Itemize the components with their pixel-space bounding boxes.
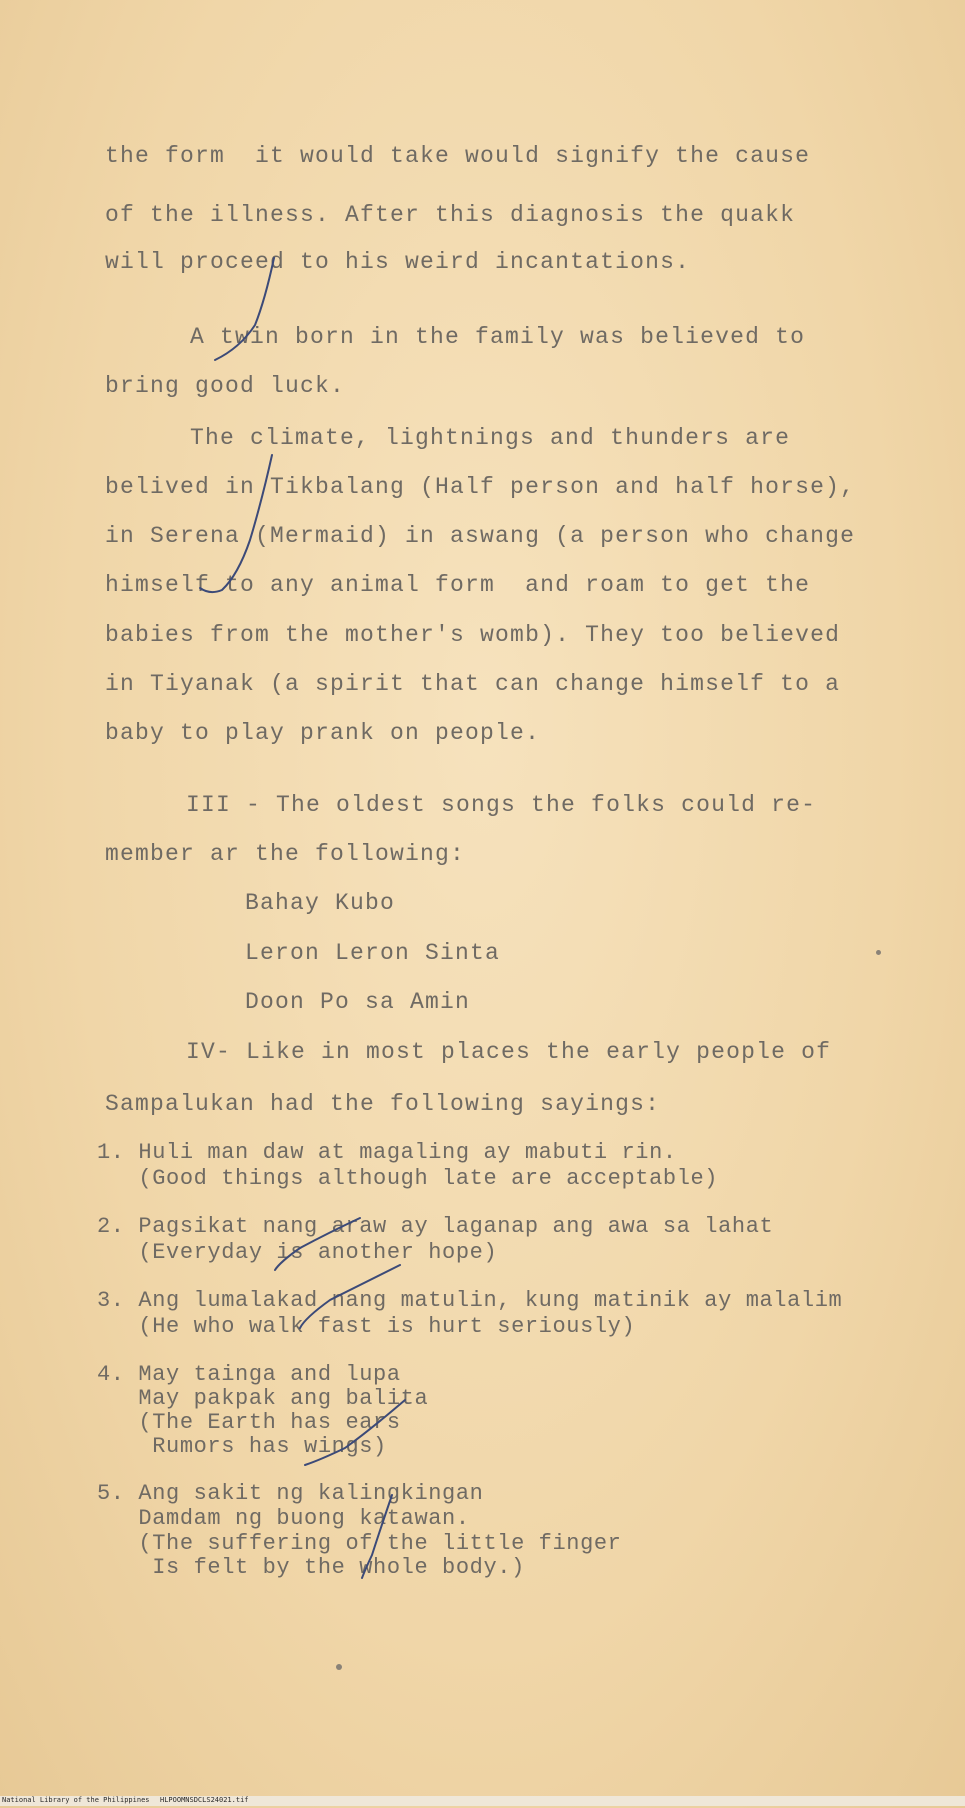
song-title: Leron Leron Sinta <box>245 940 501 966</box>
saying-line: 4. May tainga and lupa <box>97 1362 401 1387</box>
saying-line: Rumors has wings) <box>97 1434 387 1459</box>
saying-line: (Everyday is another hope) <box>97 1240 498 1265</box>
saying-line: (The Earth has ears <box>97 1410 401 1435</box>
saying-line: Damdam ng buong katawan. <box>97 1506 470 1531</box>
text-line: Sampalukan had the following sayings: <box>105 1091 661 1117</box>
ink-spot <box>336 1664 342 1670</box>
text-line: will proceed to his weird incantations. <box>105 249 691 275</box>
text-line: The climate, lightnings and thunders are <box>190 425 791 451</box>
ink-spot <box>876 950 881 955</box>
text-line: of the illness. After this diagnosis the quakk <box>105 202 796 228</box>
song-title: Bahay Kubo <box>245 890 396 916</box>
text-line: himself to any animal form and roam to get the <box>105 572 811 598</box>
file-id: HLPOOMNSDCLS24021.tif <box>160 1796 249 1804</box>
saying-line: 2. Pagsikat nang araw ay laganap ang awa sa lahat <box>97 1214 774 1239</box>
text-line: in Tiyanak (a spirit that can change himself to a <box>105 671 841 697</box>
section-heading: III - The oldest songs the folks could re- <box>186 792 817 818</box>
saying-line: Is felt by the whole body.) <box>97 1555 525 1580</box>
song-title: Doon Po sa Amin <box>245 989 471 1015</box>
section-heading: IV- Like in most places the early people of <box>186 1039 832 1065</box>
text-line: baby to play prank on people. <box>105 720 541 746</box>
saying-line: (He who walk fast is hurt seriously) <box>97 1314 636 1339</box>
saying-line: 1. Huli man daw at magaling ay mabuti rin. <box>97 1140 677 1165</box>
saying-line: (Good things although late are acceptable) <box>97 1166 719 1191</box>
library-label: National Library of the Philippines <box>2 1796 150 1804</box>
text-line: member ar the following: <box>105 841 466 867</box>
text-line: in Serena (Mermaid) in aswang (a person who change <box>105 523 856 549</box>
saying-line: 5. Ang sakit ng kalingkingan <box>97 1481 484 1506</box>
scan-footer <box>0 1796 965 1806</box>
saying-line: May pakpak ang balita <box>97 1386 429 1411</box>
text-line: belived in Tikbalang (Half person and half horse), <box>105 474 856 500</box>
saying-line: (The suffering of the little finger <box>97 1531 622 1556</box>
text-line: the form it would take would signify the cause <box>105 143 811 169</box>
text-line: A twin born in the family was believed to <box>190 324 806 350</box>
text-line: bring good luck. <box>105 373 346 399</box>
saying-line: 3. Ang lumalakad nang matulin, kung matinik ay malalim <box>97 1288 843 1313</box>
text-line: babies from the mother's womb). They too believed <box>105 622 841 648</box>
